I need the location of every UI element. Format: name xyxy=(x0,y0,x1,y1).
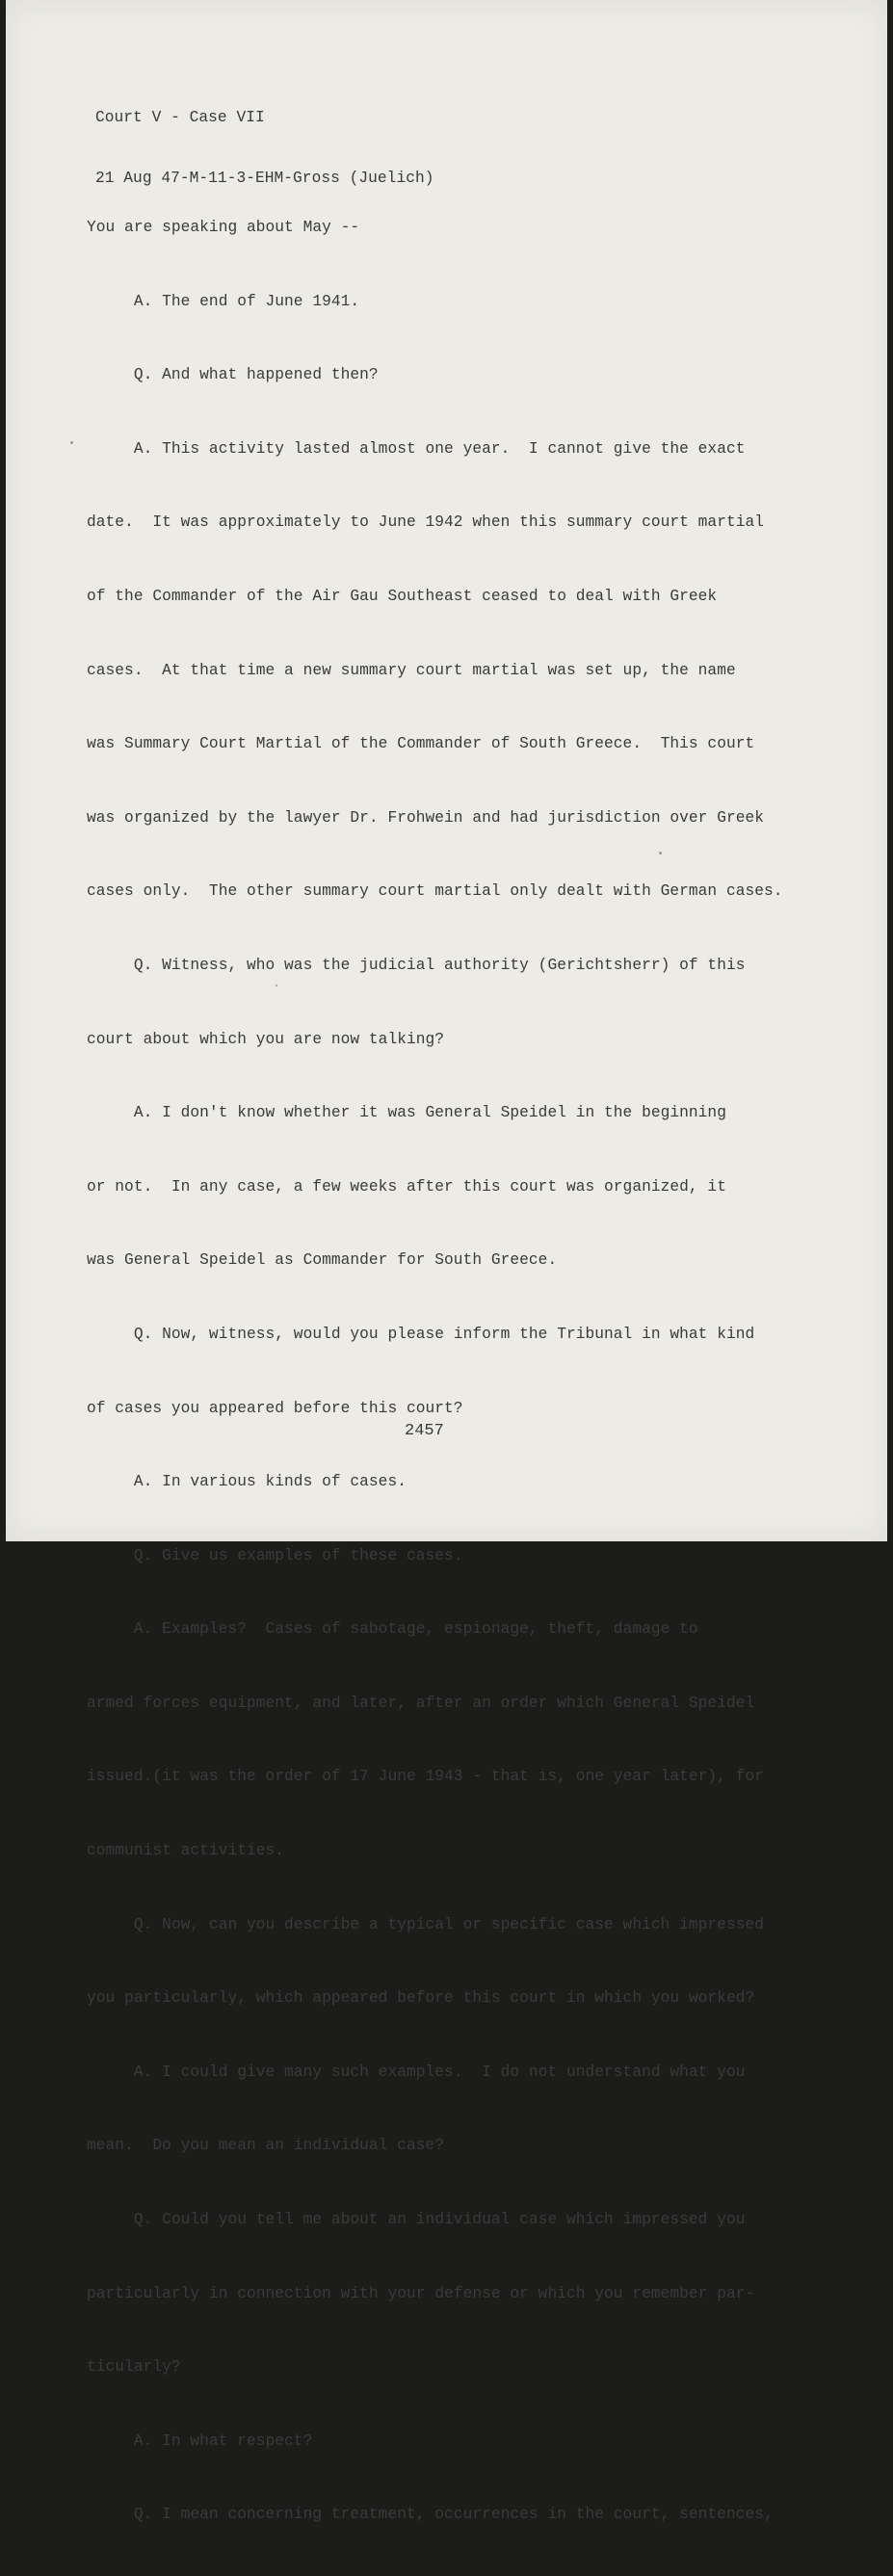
header-court-case: Court V - Case VII xyxy=(95,109,265,126)
transcript-line: was organized by the lawyer Dr. Frohwein and had jurisdiction over Greek xyxy=(87,808,765,827)
paper-speck xyxy=(276,985,277,986)
transcript-line: Q. And what happened then? xyxy=(87,366,379,384)
transcript-line: issued.(it was the order of 17 June 1943 - that is, one year later), for xyxy=(87,1768,765,1786)
transcript-line: Q. Now, can you describe a typical or specific case which impressed xyxy=(87,1915,765,1933)
transcript-line: particularly in connection with your defense or which you remember par- xyxy=(87,2284,755,2302)
transcript-line: A. The end of June 1941. xyxy=(87,292,360,310)
transcript-line: Q. Give us examples of these cases. xyxy=(87,1546,463,1564)
transcript-line: A. I could give many such examples. I do not understand what you xyxy=(87,2063,746,2081)
transcript-line: You are speaking about May -- xyxy=(87,219,360,236)
transcript-line: ticularly? xyxy=(87,2358,181,2377)
transcript-line: you particularly, which appeared before this court in which you worked? xyxy=(87,1989,755,2008)
transcript-line: Q. Could you tell me about an individual case which impressed you xyxy=(87,2211,746,2229)
header-date-reference: 21 Aug 47-M-11-3-EHM-Gross (Juelich) xyxy=(95,170,434,187)
transcript-line: was Summary Court Martial of the Commander of South Greece. This court xyxy=(87,735,755,753)
transcript-line: armed forces equipment, and later, after an order which General Speidel xyxy=(87,1694,755,1712)
transcript-line: A. I don't know whether it was General Speidel in the beginning xyxy=(87,1104,726,1122)
transcript-line: A. In various kinds of cases. xyxy=(87,1473,407,1491)
transcript-line: cases only. The other summary court martial only dealt with German cases. xyxy=(87,882,783,901)
transcript-line: Q. I mean concerning treatment, occurrences in the court, sentences, xyxy=(87,2506,774,2524)
transcript-line: mean. Do you mean an individual case? xyxy=(87,2137,445,2155)
transcript-line: Q. Witness, who was the judicial authority (Gerichtsherr) of this xyxy=(87,956,746,974)
transcript-line: date. It was approximately to June 1942 when this summary court martial xyxy=(87,513,765,532)
transcript-body xyxy=(87,180,783,2576)
transcript-line: Q. Now, witness, would you please inform the Tribunal in what kind xyxy=(87,1325,755,1343)
transcript-line: of the Commander of the Air Gau Southeast ceased to deal with Greek xyxy=(87,587,718,605)
transcript-line: cases. At that time a new summary court martial was set up, the name xyxy=(87,661,736,679)
transcript-line: or not. In any case, a few weeks after this court was organized, it xyxy=(87,1177,726,1196)
transcript-line: A. In what respect? xyxy=(87,2431,313,2450)
document-page xyxy=(6,0,887,2524)
transcript-line: communist activities. xyxy=(87,1842,285,1860)
paper-speck xyxy=(659,852,662,854)
transcript-line: A. This activity lasted almost one year. I cannot give the exact xyxy=(87,439,746,458)
transcript-line: court about which you are now talking? xyxy=(87,1030,445,1048)
transcript-line: A. Examples? Cases of sabotage, espionage, theft, damage to xyxy=(87,1620,698,1639)
paper-speck xyxy=(70,441,73,444)
transcript-line: of cases you appeared before this court? xyxy=(87,1399,463,1417)
transcript-line: was General Speidel as Commander for South Greece. xyxy=(87,1251,558,1270)
page-number: 2457 xyxy=(405,1422,444,1440)
